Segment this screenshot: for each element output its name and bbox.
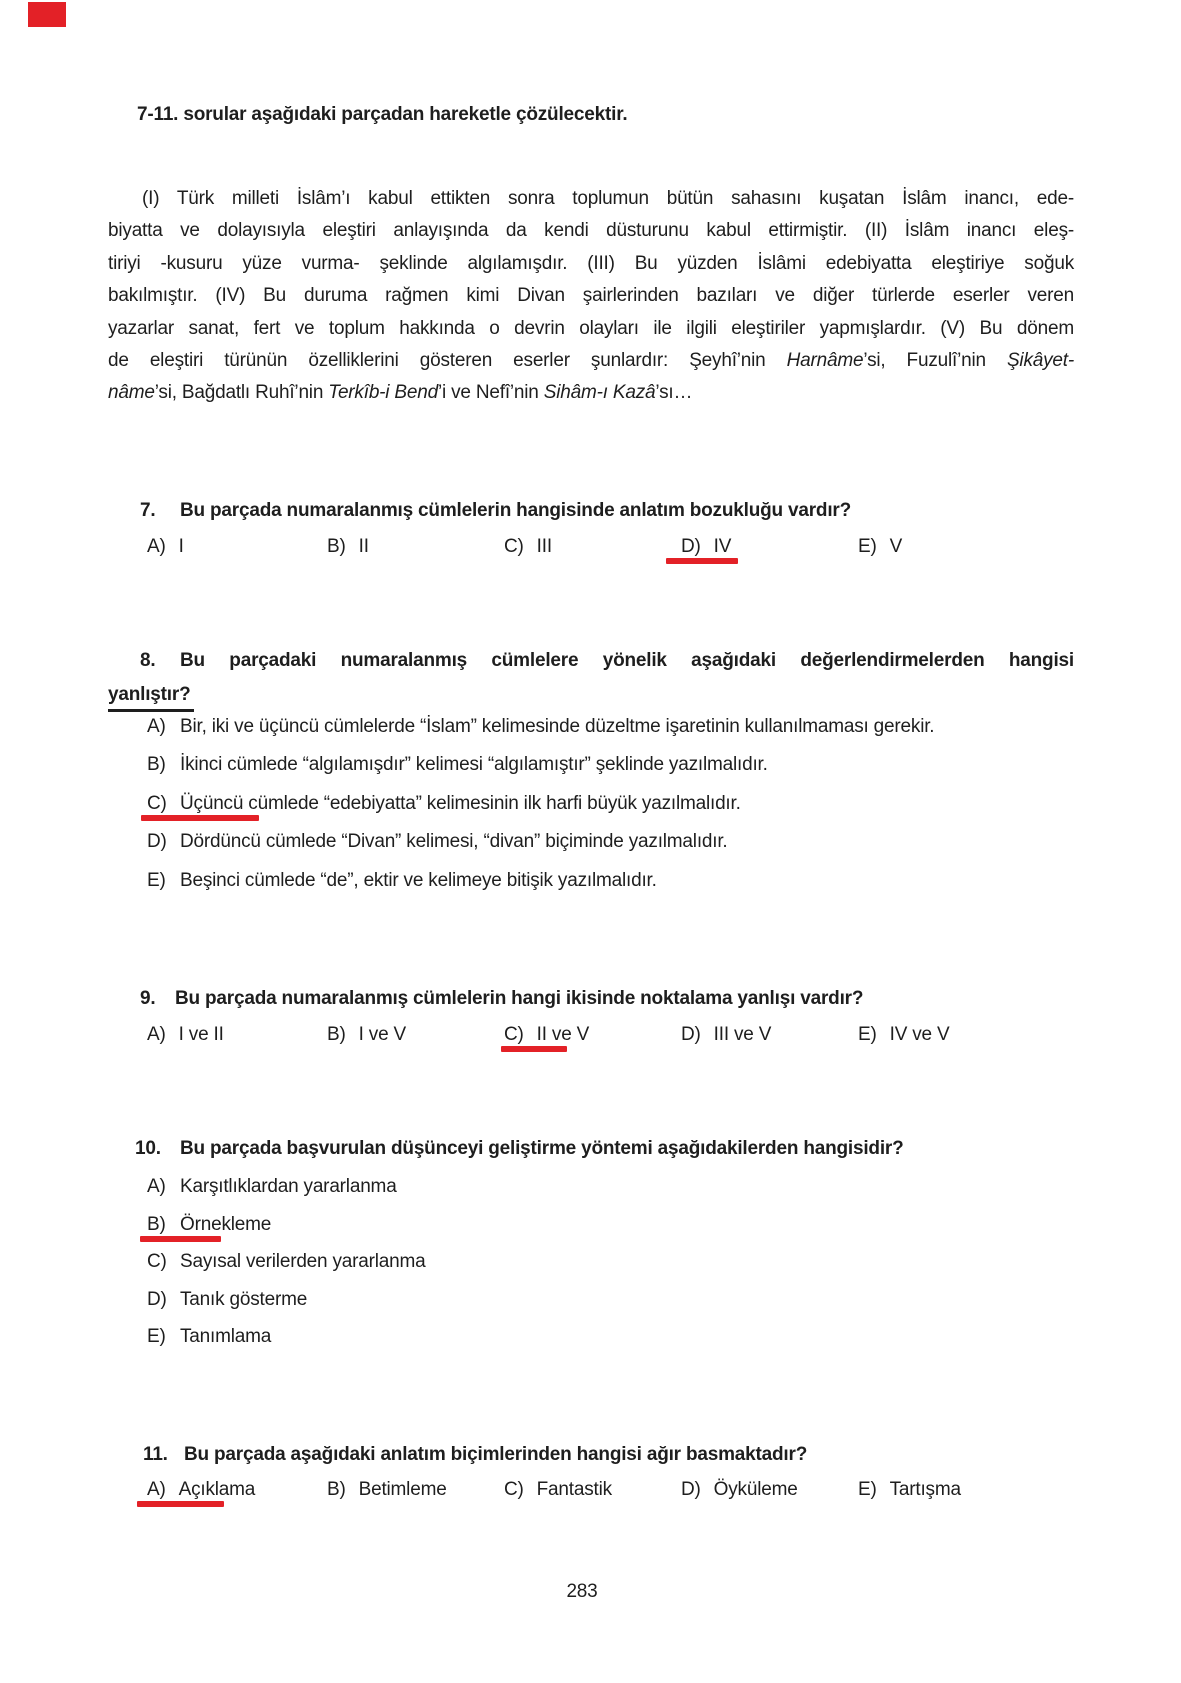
options-list bbox=[147, 1176, 426, 1364]
option-b bbox=[327, 1479, 447, 1501]
option-text: IV bbox=[713, 536, 732, 557]
option-e bbox=[147, 1326, 426, 1364]
passage-line bbox=[108, 377, 1074, 409]
option-c bbox=[504, 1024, 589, 1046]
question-number: 7. bbox=[140, 500, 156, 521]
option-c bbox=[504, 1479, 612, 1501]
passage-line bbox=[108, 280, 1074, 312]
option-text: Tanımlama bbox=[180, 1326, 272, 1348]
option-label: C) bbox=[147, 1251, 167, 1273]
option-a bbox=[147, 716, 934, 754]
option-b bbox=[327, 536, 369, 558]
option-text: II ve V bbox=[536, 1024, 590, 1045]
option-label: A) bbox=[147, 1176, 166, 1197]
question-stem-line2 bbox=[108, 684, 194, 712]
question-stem: Bu parçada aşağıdaki anlatım biçimlerinden hangisi ağır basmaktadır? bbox=[184, 1444, 808, 1465]
option-b bbox=[147, 754, 934, 792]
question-number: 10. bbox=[135, 1138, 161, 1159]
option-text: Betimleme bbox=[358, 1479, 447, 1500]
option-label: D) bbox=[681, 1024, 701, 1045]
option-text: V bbox=[889, 536, 903, 557]
option-e bbox=[858, 536, 902, 558]
passage-text: ’sı… bbox=[655, 382, 693, 404]
option-label: C) bbox=[504, 1024, 524, 1045]
option-label: B) bbox=[147, 754, 166, 776]
option-text: Bir, iki ve üçüncü cümlelerde “İslam” kelimesinde düzeltme işaretinin kullanılmaması gerekir. bbox=[180, 716, 935, 737]
question-stem: Bu parçada numaralanmış cümlelerin hangi ikisinde noktalama yanlışı vardır? bbox=[175, 988, 864, 1009]
option-b bbox=[327, 1024, 406, 1046]
option-text: II bbox=[358, 536, 369, 557]
question-number: 9. bbox=[140, 988, 156, 1009]
passage-text: yazarlar sanat, fert ve toplum hakkında o devrin olayları ile ilgili eleştiriler yapmışlardır. (V) Bu dönem bbox=[108, 317, 1074, 339]
option-text: III bbox=[536, 536, 552, 557]
options-row bbox=[0, 536, 1181, 566]
question-stem: Bu parçada başvurulan düşünceyi geliştirme yöntemi aşağıdakilerden hangisidir? bbox=[180, 1138, 904, 1159]
work-title: nâme bbox=[108, 382, 155, 404]
underlined-word: yanlıştır? bbox=[108, 684, 194, 712]
work-title: Harnâme bbox=[786, 349, 864, 371]
option-text: Tartışma bbox=[889, 1479, 961, 1500]
option-label: D) bbox=[147, 1288, 167, 1310]
option-text: I ve V bbox=[358, 1024, 406, 1045]
option-label: B) bbox=[327, 1479, 346, 1500]
option-label: A) bbox=[147, 716, 166, 737]
question-number: 11. bbox=[143, 1444, 168, 1465]
option-d bbox=[681, 1479, 798, 1501]
answer-underline bbox=[501, 1046, 567, 1052]
passage-line bbox=[108, 215, 1074, 247]
option-b bbox=[147, 1214, 426, 1252]
option-c bbox=[504, 536, 552, 558]
option-label: A) bbox=[147, 1479, 166, 1500]
option-text: I bbox=[178, 536, 184, 557]
option-text: Üçüncü cümlede “edebiyatta” kelimesinin ilk harfi büyük yazılmalıdır. bbox=[180, 792, 741, 814]
question-number: 8. bbox=[140, 650, 156, 671]
option-text: Sayısal verilerden yararlanma bbox=[180, 1251, 426, 1273]
option-label: D) bbox=[681, 1479, 701, 1500]
option-label: B) bbox=[327, 1024, 346, 1045]
answer-underline bbox=[141, 815, 259, 821]
option-text: Açıklama bbox=[178, 1479, 256, 1500]
option-d bbox=[681, 1024, 771, 1046]
passage-line bbox=[108, 313, 1074, 345]
option-c bbox=[147, 793, 934, 831]
option-label: E) bbox=[858, 1479, 877, 1500]
option-label: A) bbox=[147, 1024, 166, 1045]
option-e bbox=[147, 870, 934, 908]
option-a bbox=[147, 1176, 426, 1214]
passage-text: biyatta ve dolayısıyla eleştiri anlayışında da kendi düsturunu kabul ettirmiştir. (II) İslâm inancı eleş- bbox=[108, 220, 1074, 242]
option-label: A) bbox=[147, 536, 166, 557]
option-c bbox=[147, 1251, 426, 1289]
passage-line bbox=[108, 183, 1074, 215]
option-d bbox=[147, 1289, 426, 1327]
option-text: I ve II bbox=[178, 1024, 224, 1045]
option-a bbox=[147, 1024, 224, 1046]
option-text: III ve V bbox=[713, 1024, 772, 1045]
option-label: D) bbox=[147, 831, 167, 853]
option-e bbox=[858, 1024, 949, 1046]
option-label: B) bbox=[327, 536, 346, 557]
question-stem-line1: Bu parçadaki numaralanmış cümlelere yönelik aşağıdaki değerlendirmelerden hangisi bbox=[180, 650, 1074, 671]
answer-underline bbox=[666, 558, 738, 564]
option-label: E) bbox=[147, 869, 166, 891]
passage-text: tiriyi -kusuru yüze vurma- şeklinde algılamışdır. (III) Bu yüzden İslâmi edebiyatta eleştiriye soğuk bbox=[108, 252, 1074, 274]
option-label: E) bbox=[147, 1326, 166, 1348]
option-label: C) bbox=[504, 1479, 524, 1500]
option-text: Öyküleme bbox=[713, 1479, 798, 1500]
option-a bbox=[147, 1479, 255, 1501]
question-stem: Bu parçada numaralanmış cümlelerin hangisinde anlatım bozukluğu vardır? bbox=[180, 500, 852, 521]
passage-text: bakılmıştır. (IV) Bu duruma rağmen kimi Divan şairlerinden bazıları ve diğer türlerde eserler veren bbox=[108, 285, 1074, 307]
answer-underline bbox=[137, 1501, 224, 1507]
option-d bbox=[147, 831, 934, 869]
passage-text: ’i ve Nefî’nin bbox=[437, 382, 544, 404]
instruction-header: 7-11. sorular aşağıdaki parçadan hareketle çözülecektir. bbox=[137, 104, 628, 125]
work-title: Terkîb-i Bend bbox=[328, 382, 438, 404]
work-title: Şikâyet- bbox=[1006, 349, 1074, 371]
passage-line bbox=[108, 345, 1074, 377]
option-label: D) bbox=[681, 536, 701, 557]
red-edge-mark bbox=[28, 2, 66, 27]
option-text: Tanık gösterme bbox=[180, 1288, 308, 1310]
option-label: C) bbox=[504, 536, 524, 557]
passage bbox=[108, 183, 1074, 410]
passage-text: de eleştiri türünün özelliklerini gösteren eserler şunlardır: Şeyhî’nin bbox=[108, 349, 787, 371]
options-row bbox=[0, 1024, 1181, 1054]
work-title: Sihâm-ı Kazâ bbox=[543, 382, 656, 404]
option-text: IV ve V bbox=[889, 1024, 950, 1045]
option-text: Beşinci cümlede “de”, ektir ve kelimeye bitişik yazılmalıdır. bbox=[180, 869, 657, 891]
passage-text: (I) Türk milleti İslâm’ı kabul ettikten sonra toplumun bütün sahasını kuşatan İslâm inancı, ede- bbox=[142, 188, 1074, 209]
option-text: İkinci cümlede “algılamışdır” kelimesi “algılamıştır” şeklinde yazılmalıdır. bbox=[180, 754, 768, 776]
option-label: E) bbox=[858, 1024, 877, 1045]
option-text: Örnekleme bbox=[180, 1213, 272, 1235]
page-number: 283 bbox=[566, 1581, 598, 1602]
answer-underline bbox=[140, 1236, 221, 1242]
options-list bbox=[147, 716, 934, 908]
option-text: Fantastik bbox=[536, 1479, 612, 1500]
option-text: Karşıtlıklardan yararlanma bbox=[180, 1176, 397, 1197]
option-d bbox=[681, 536, 731, 558]
passage-text: ’si, Bağdatlı Ruhî’nin bbox=[154, 382, 329, 404]
passage-text: ’si, Fuzulî’nin bbox=[863, 349, 1007, 371]
options-row bbox=[0, 1479, 1181, 1509]
option-text: Dördüncü cümlede “Divan” kelimesi, “divan” biçiminde yazılmalıdır. bbox=[180, 831, 728, 853]
option-label: C) bbox=[147, 792, 167, 814]
option-a bbox=[147, 536, 184, 558]
option-label: E) bbox=[858, 536, 877, 557]
option-label: B) bbox=[147, 1213, 166, 1235]
passage-line bbox=[108, 248, 1074, 280]
option-e bbox=[858, 1479, 961, 1501]
